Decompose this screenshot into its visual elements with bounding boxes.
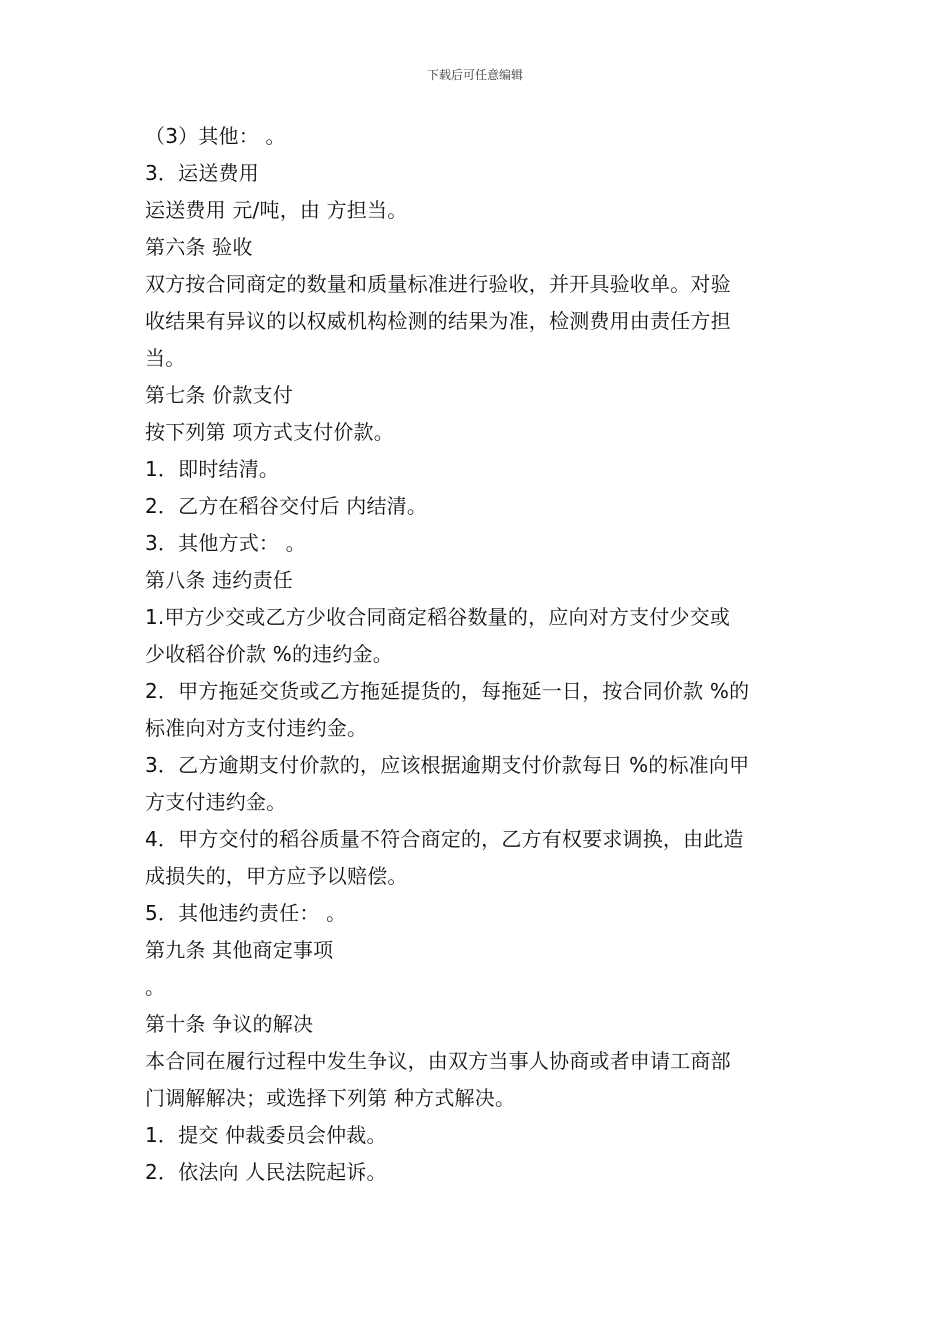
page-header: 下载后可任意编辑 xyxy=(426,68,523,82)
text-line: 运送费用 元/吨，由 方担当。 xyxy=(145,198,408,222)
section-heading: 第九条 其他商定事项 xyxy=(145,938,334,962)
text-line: 2．乙方在稻谷交付后 内结清。 xyxy=(145,494,428,518)
text-line: 。 xyxy=(145,975,166,999)
text-line: 2．甲方拖延交货或乙方拖延提货的，每拖延一日，按合同价款 %的 xyxy=(145,679,750,703)
text-line: 1．提交 仲裁委员会仲裁。 xyxy=(145,1123,387,1147)
section-heading: 第七条 价款支付 xyxy=(145,383,293,407)
document-body xyxy=(145,118,810,1191)
section-heading: 第十条 争议的解决 xyxy=(145,1012,314,1036)
text-line: 当。 xyxy=(145,346,186,370)
text-line: 按下列第 项方式支付价款。 xyxy=(145,420,394,444)
text-line: 3．乙方逾期支付价款的，应该根据逾期支付价款每日 %的标准向甲 xyxy=(145,753,750,777)
text-line: 双方按合同商定的数量和质量标准进行验收，并开具验收单。对验 xyxy=(145,272,731,296)
text-line: 少收稻谷价款 %的违约金。 xyxy=(145,642,393,666)
text-line: 1.甲方少交或乙方少收合同商定稻谷数量的，应向对方支付少交或 xyxy=(145,605,731,629)
text-line: 2．依法向 人民法院起诉。 xyxy=(145,1160,387,1184)
text-line: 门调解解决；或选择下列第 种方式解决。 xyxy=(145,1086,516,1110)
text-line: 4．甲方交付的稻谷质量不符合商定的，乙方有权要求调换，由此造 xyxy=(145,827,744,851)
text-line: 成损失的，甲方应予以赔偿。 xyxy=(145,864,408,888)
text-line: 标准向对方支付违约金。 xyxy=(145,716,368,740)
text-line: 方支付违约金。 xyxy=(145,790,287,814)
text-line: 5．其他违约责任： 。 xyxy=(145,901,347,925)
text-line: 3．其他方式： 。 xyxy=(145,531,306,555)
text-line: 本合同在履行过程中发生争议，由双方当事人协商或者申请工商部 xyxy=(145,1049,731,1073)
section-heading: 第八条 违约责任 xyxy=(145,568,293,592)
text-line: 3．运送费用 xyxy=(145,161,259,185)
text-line: 1．即时结清。 xyxy=(145,457,280,481)
section-heading: 第六条 验收 xyxy=(145,235,253,259)
text-line: （3）其他： 。 xyxy=(145,124,286,148)
text-line: 收结果有异议的以权威机构检测的结果为准，检测费用由责任方担 xyxy=(145,309,731,333)
